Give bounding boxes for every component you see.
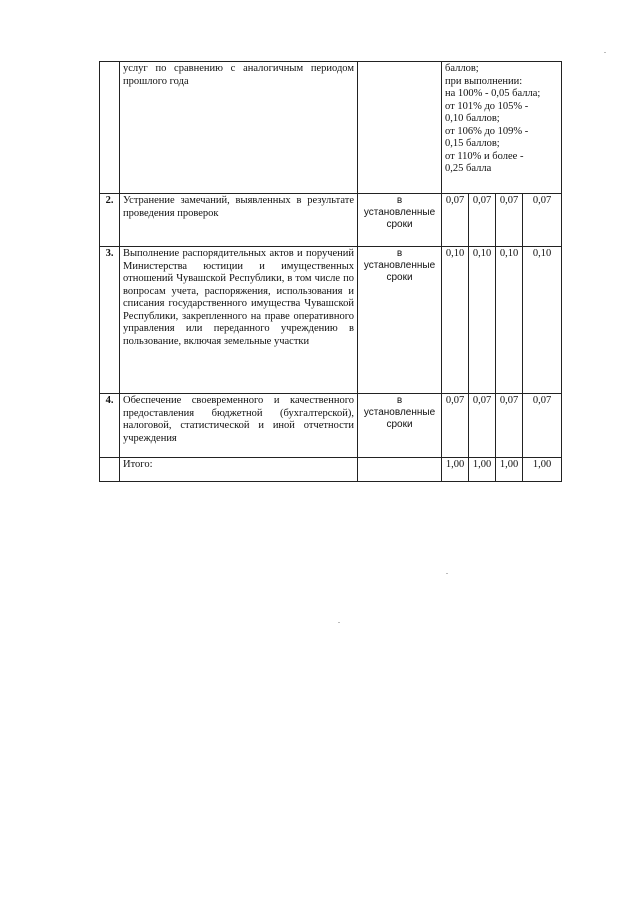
- score-cell: 0,10: [496, 247, 523, 394]
- score-cell: 0,10: [442, 247, 469, 394]
- score-cell: 0,07: [442, 394, 469, 458]
- criterion-description: Обеспечение своевременного и качественного предоставления бюджетной (бухгалтерской), налоговой, статистической и иной отчетности учреждения: [120, 394, 358, 458]
- scan-speck: [338, 622, 340, 623]
- score-cell: 0,10: [469, 247, 496, 394]
- criterion-description: услуг по сравнению с аналогичным периодом прошлого года: [120, 62, 358, 194]
- scan-speck: [446, 573, 448, 574]
- criterion-description: Выполнение распорядительных актов и поручений Министерства юстиции и имущественных отношений Чувашской Республики, в том числе по вопросам учета, распоряжения, использования и списания государственного имущества Чувашской Республики, закрепленного на праве оперативного управления или переданного учреждению в пользование, включая земельные участки: [120, 247, 358, 394]
- note-line: 0,15 баллов;: [445, 138, 500, 149]
- deadline-cell: в установленные сроки: [358, 394, 442, 458]
- deadline-cell: в установленные сроки: [358, 194, 442, 247]
- total-number-cell: [100, 458, 120, 482]
- note-line: от 101% до 105% -: [445, 100, 529, 112]
- score-cell: 0,10: [523, 247, 562, 394]
- criterion-description: Устранение замечаний, выявленных в результате проведения проверок: [120, 194, 358, 247]
- score-cell: 0,07: [469, 194, 496, 247]
- note-line: от 110% и более -: [445, 150, 524, 162]
- score-cell: 0,07: [496, 394, 523, 458]
- total-label: Итого:: [120, 458, 358, 482]
- total-score-cell: 1,00: [442, 458, 469, 482]
- score-cell: 0,07: [469, 394, 496, 458]
- note-line: баллов;: [445, 63, 479, 74]
- total-deadline-cell: [358, 458, 442, 482]
- note-line: 0,10 баллов;: [445, 113, 500, 124]
- table-row: [100, 62, 562, 194]
- score-cell: 0,07: [523, 394, 562, 458]
- total-score-cell: 1,00: [469, 458, 496, 482]
- deadline-cell: в установленные сроки: [358, 247, 442, 394]
- row-number: [100, 62, 120, 194]
- row-number: 4.: [100, 394, 120, 458]
- criteria-table: [99, 61, 562, 482]
- note-line: 0,25 балла: [445, 163, 492, 174]
- total-row: [100, 458, 562, 482]
- row-number: 2.: [100, 194, 120, 247]
- table-row: [100, 247, 562, 394]
- scoring-note: [442, 62, 562, 194]
- deadline-cell: [358, 62, 442, 194]
- note-line: при выполнении:: [445, 75, 523, 87]
- table-row: [100, 394, 562, 458]
- note-line: на 100% - 0,05 балла;: [445, 88, 541, 99]
- total-score-cell: 1,00: [523, 458, 562, 482]
- note-line: от 106% до 109% -: [445, 125, 529, 137]
- total-score-cell: 1,00: [496, 458, 523, 482]
- score-cell: 0,07: [442, 194, 469, 247]
- score-cell: 0,07: [496, 194, 523, 247]
- table-row: [100, 194, 562, 247]
- row-number: 3.: [100, 247, 120, 394]
- score-cell: 0,07: [523, 194, 562, 247]
- scan-speck: [604, 52, 606, 53]
